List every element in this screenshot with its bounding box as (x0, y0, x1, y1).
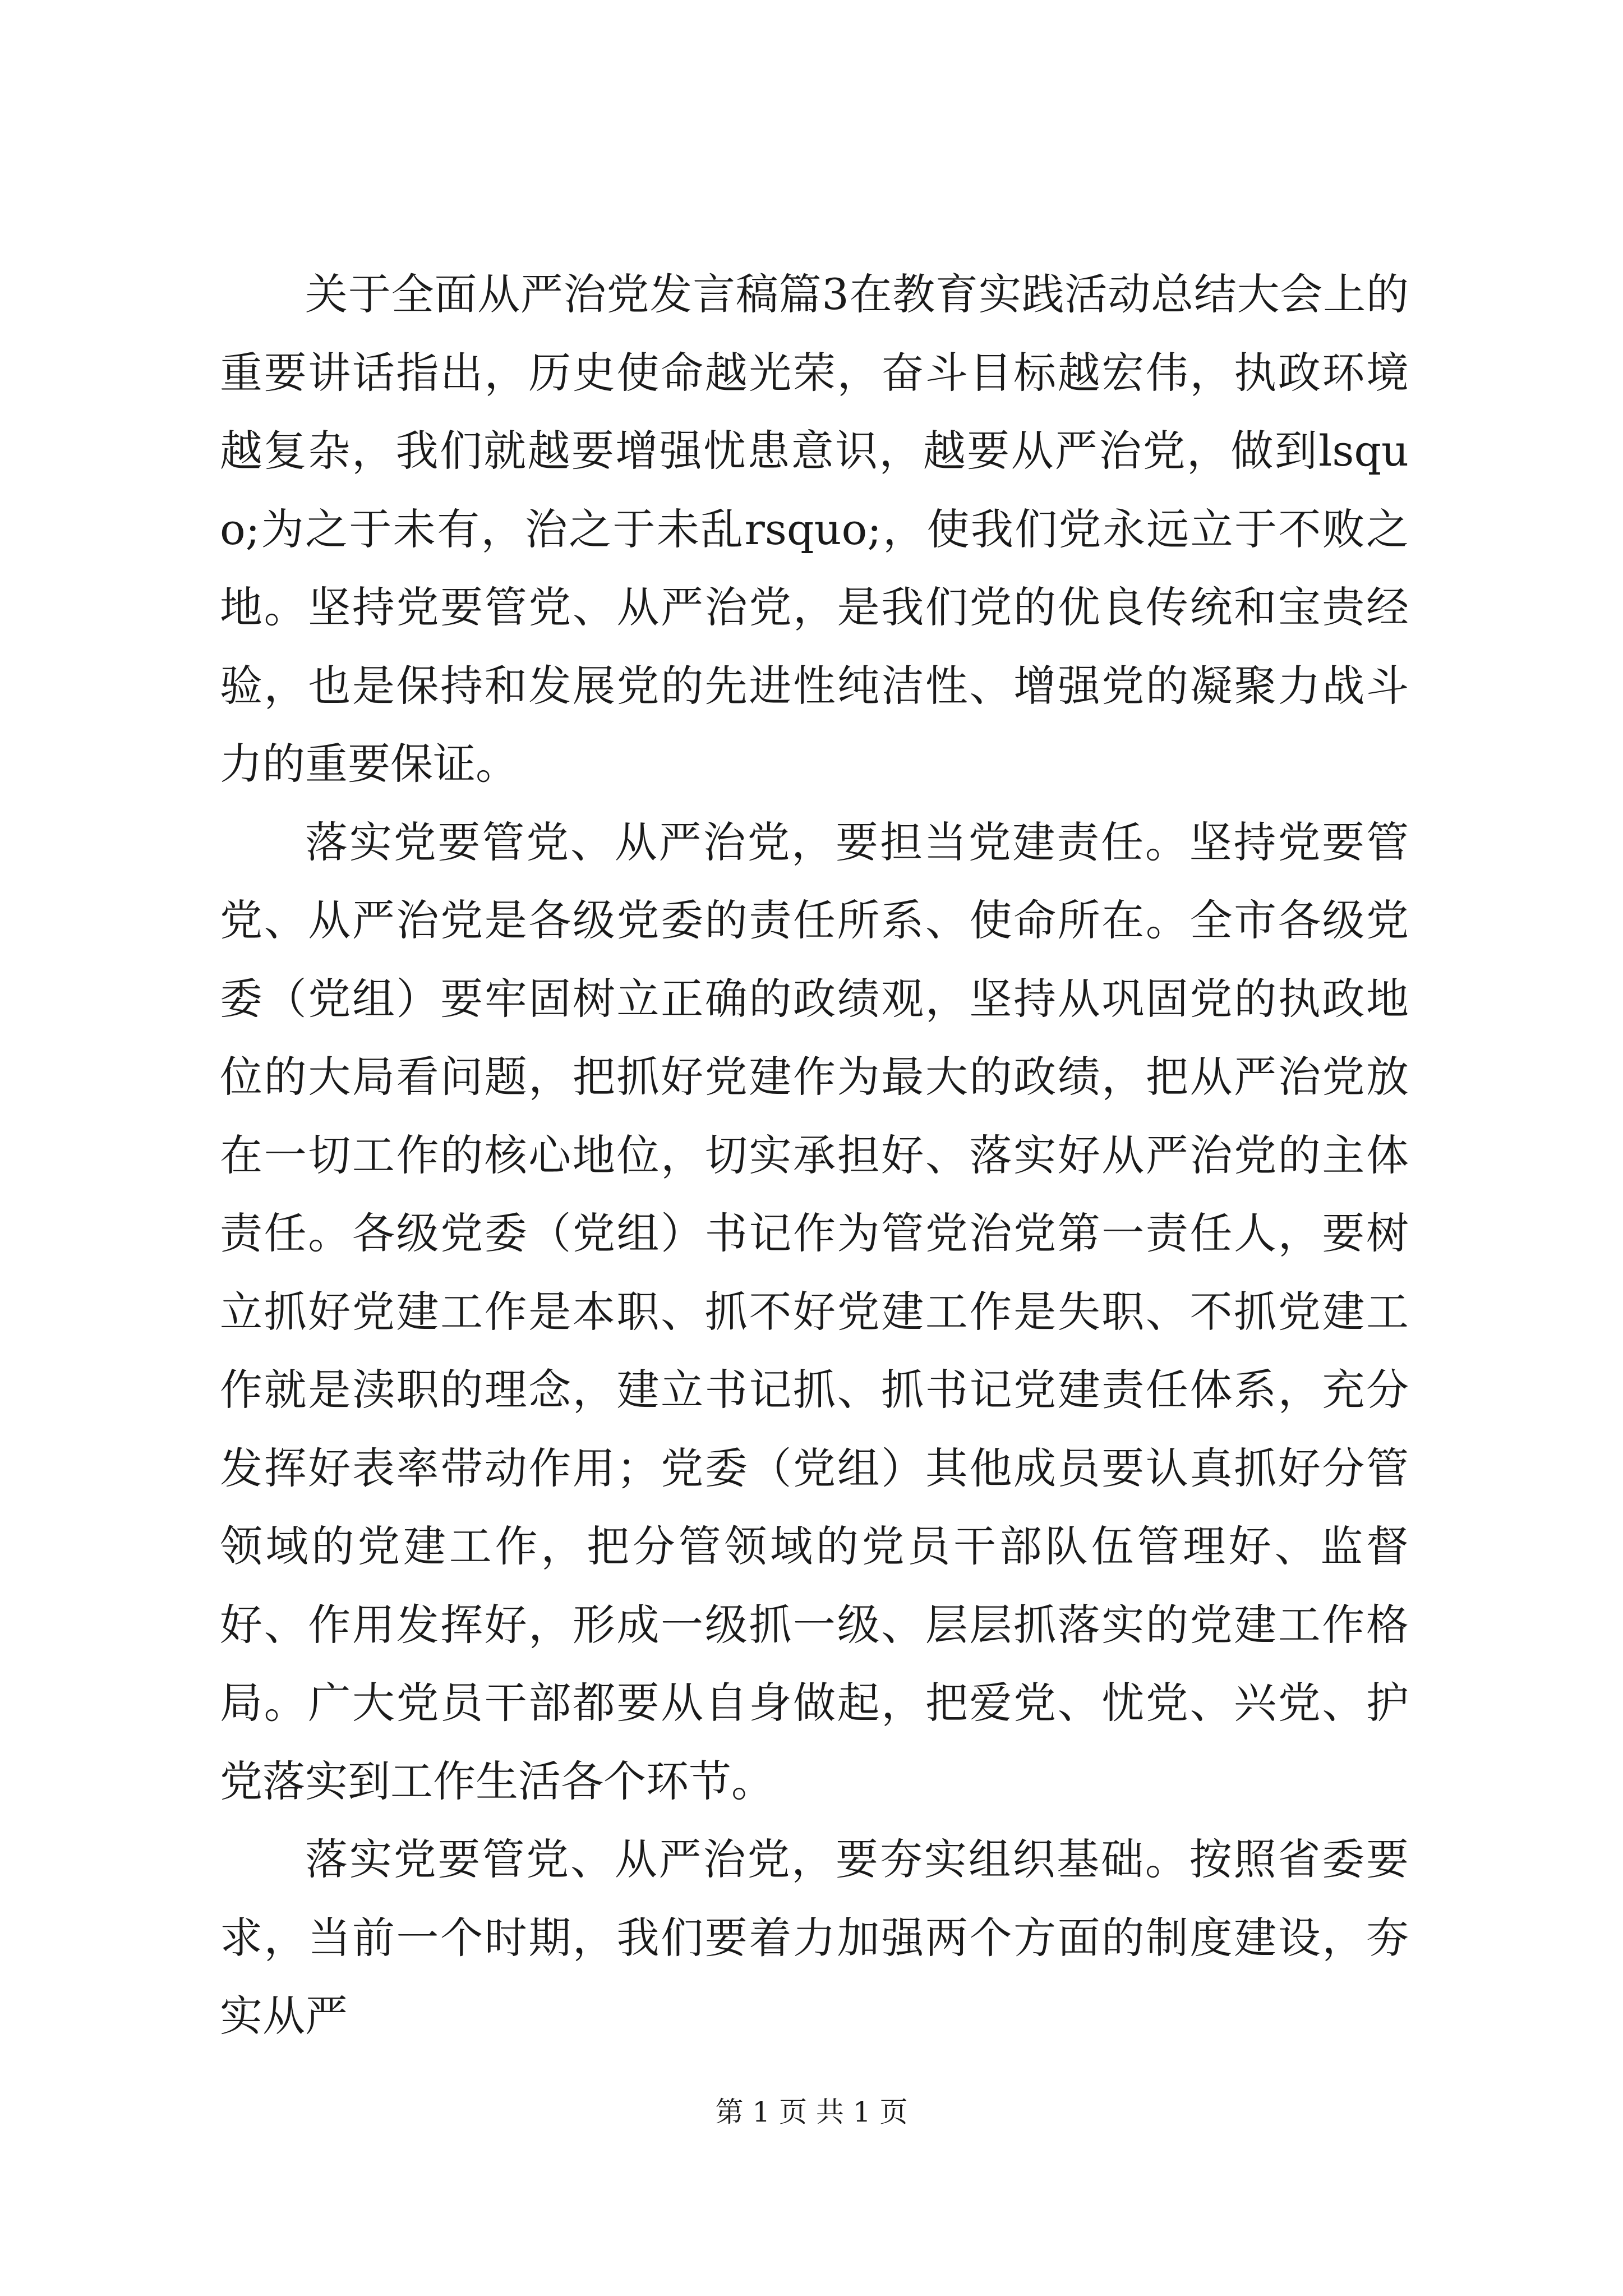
page-footer: 第 1 页 共 1 页 (715, 2096, 908, 2128)
document-body (220, 255, 1409, 2055)
paragraph: 落实党要管党、从严治党，要担当党建责任。坚持党要管党、从严治党是各级党委的责任所系、使命所在。全市各级党委（党组）要牢固树立正确的政绩观，坚持从巩固党的执政地位的大局看问题，把抓好党建作为最大的政绩，把从严治党放在一切工作的核心地位，切实承担好、落实好从严治党的主体责任。各级党委（党组）书记作为管党治党第一责任人，要树立抓好党建工作是本职、抓不好党建工作是失职、不抓党建工作就是渎职的理念，建立书记抓、抓书记党建责任体系，充分发挥好表率带动作用；党委（党组）其他成员要认真抓好分管领域的党建工作，把分管领域的党员干部队伍管理好、监督好、作用发挥好，形成一级抓一级、层层抓落实的党建工作格局。广大党员干部都要从自身做起，把爱党、忧党、兴党、护党落实到工作生活各个环节。 (220, 817, 1409, 1806)
paragraph: 关于全面从严治党发言稿篇3在教育实践活动总结大会上的重要讲话指出，历史使命越光荣，奋斗目标越宏伟，执政环境越复杂，我们就越要增强忧患意识，越要从严治党，做到lsquo;为之于未有，治之于未乱rsquo;，使我们党永远立于不败之地。坚持党要管党、从严治党，是我们党的优良传统和宝贵经验，也是保持和发展党的先进性纯洁性、增强党的凝聚力战斗力的重要保证。 (220, 269, 1409, 789)
paragraph: 落实党要管党、从严治党，要夯实组织基础。按照省委要求，当前一个时期，我们要着力加强两个方面的制度建设，夯实从严 (220, 1834, 1409, 2041)
